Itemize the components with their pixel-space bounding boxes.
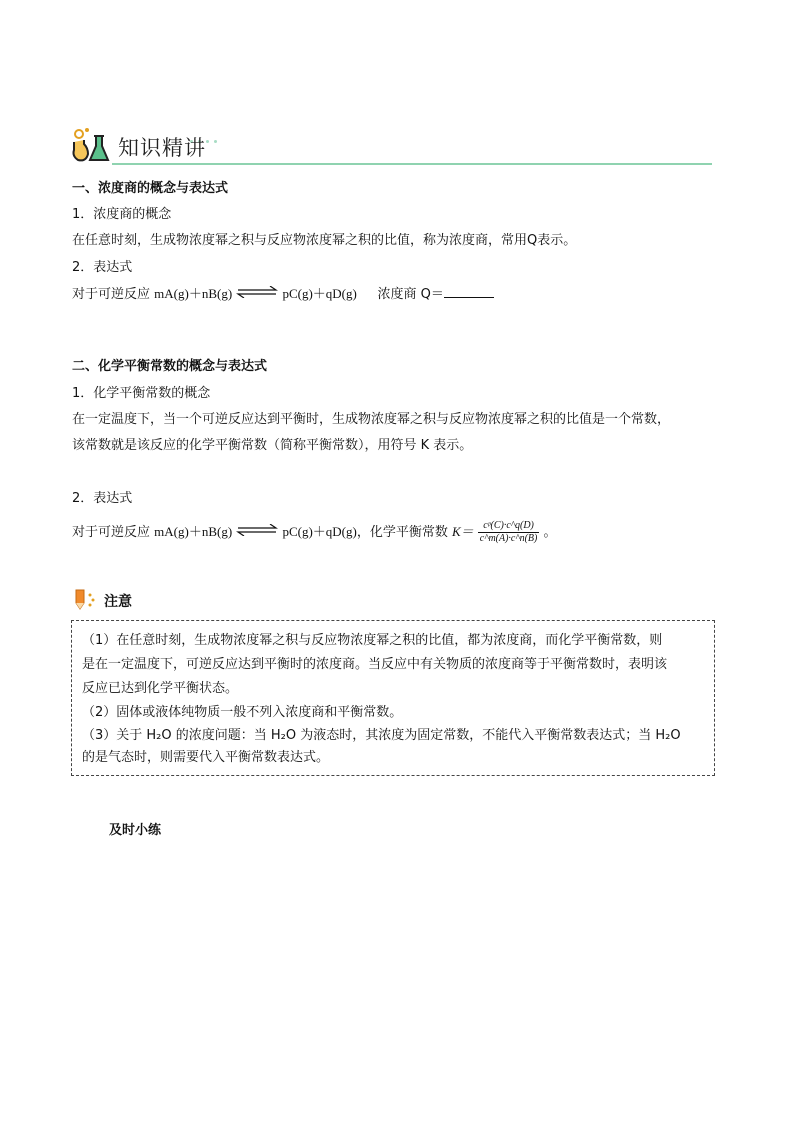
section2-paragraph-line1: 在一定温度下，当一个可逆反应达到平衡时，生成物浓度幂之积与反应物浓度幂之积的比值是一个常数， [72, 412, 671, 427]
note-line6: 的是气态时，则需要代入平衡常数表达式。 [82, 750, 330, 765]
section2-equation [72, 520, 557, 545]
section2-sub2: 2．表达式 [72, 491, 133, 506]
note-line5: （3）关于 H₂O 的浓度问题：当 H₂O 为液态时，其浓度为固定常数，不能代入平衡常数表达式；当 H₂O [82, 728, 681, 743]
section1-sub2: 2．表达式 [72, 260, 133, 275]
equation-products: pC(g)＋qD(g)，化学平衡常数 [282, 524, 448, 539]
header-divider [112, 163, 712, 165]
section1-equation [72, 283, 494, 306]
answer-blank[interactable] [444, 283, 494, 298]
section-banner-title: 知识精讲 [118, 136, 206, 160]
equilibrium-arrow-icon [236, 522, 278, 544]
section1-heading: 一、浓度商的概念与表达式 [72, 181, 229, 196]
practice-heading: 及时小练 [109, 823, 162, 838]
section2-heading: 二、化学平衡常数的概念与表达式 [72, 359, 268, 374]
section2-paragraph-line2: 该常数就是该反应的化学平衡常数（简称平衡常数），用符号 K 表示。 [72, 438, 473, 453]
section2-sub1: 1．化学平衡常数的概念 [72, 386, 211, 401]
equation-reactants: mA(g)＋nB(g) [154, 524, 233, 539]
k-end: 。 [543, 525, 557, 540]
note-title: 注意 [104, 594, 132, 610]
note-line1: （1）在任意时刻，生成物浓度幂之积与反应物浓度幂之积的比值，都为浓度商，而化学平衡常数，则 [82, 633, 663, 648]
header-icon [70, 126, 112, 164]
section1-sub1: 1．浓度商的概念 [72, 207, 172, 222]
k-label: K＝ [451, 524, 474, 539]
note-line4: （2）固体或液体纯物质一般不列入浓度商和平衡常数。 [82, 705, 403, 720]
note-line2: 是在一定温度下，可逆反应达到平衡时的浓度商。当反应中有关物质的浓度商等于平衡常数时，表明该 [82, 657, 668, 672]
quotient-label: 浓度商 Q＝ [377, 287, 444, 302]
equation-reactants: mA(g)＋nB(g) [154, 286, 233, 301]
k-denominator: c^m(A)·c^n(B) [479, 533, 538, 544]
pencil-icon [72, 587, 98, 613]
note-line3: 反应已达到化学平衡状态。 [82, 681, 239, 696]
equation-prefix: 对于可逆反应 [72, 287, 151, 302]
equilibrium-arrow-icon [236, 284, 278, 306]
k-numerator: cᵖ(C)·c^q(D) [478, 520, 540, 533]
equation-products: pC(g)＋qD(g) [282, 286, 357, 301]
k-fraction [478, 520, 540, 545]
section1-paragraph: 在任意时刻，生成物浓度幂之积与反应物浓度幂之积的比值，称为浓度商，常用Q表示。 [72, 233, 577, 248]
equation-prefix: 对于可逆反应 [72, 525, 151, 540]
